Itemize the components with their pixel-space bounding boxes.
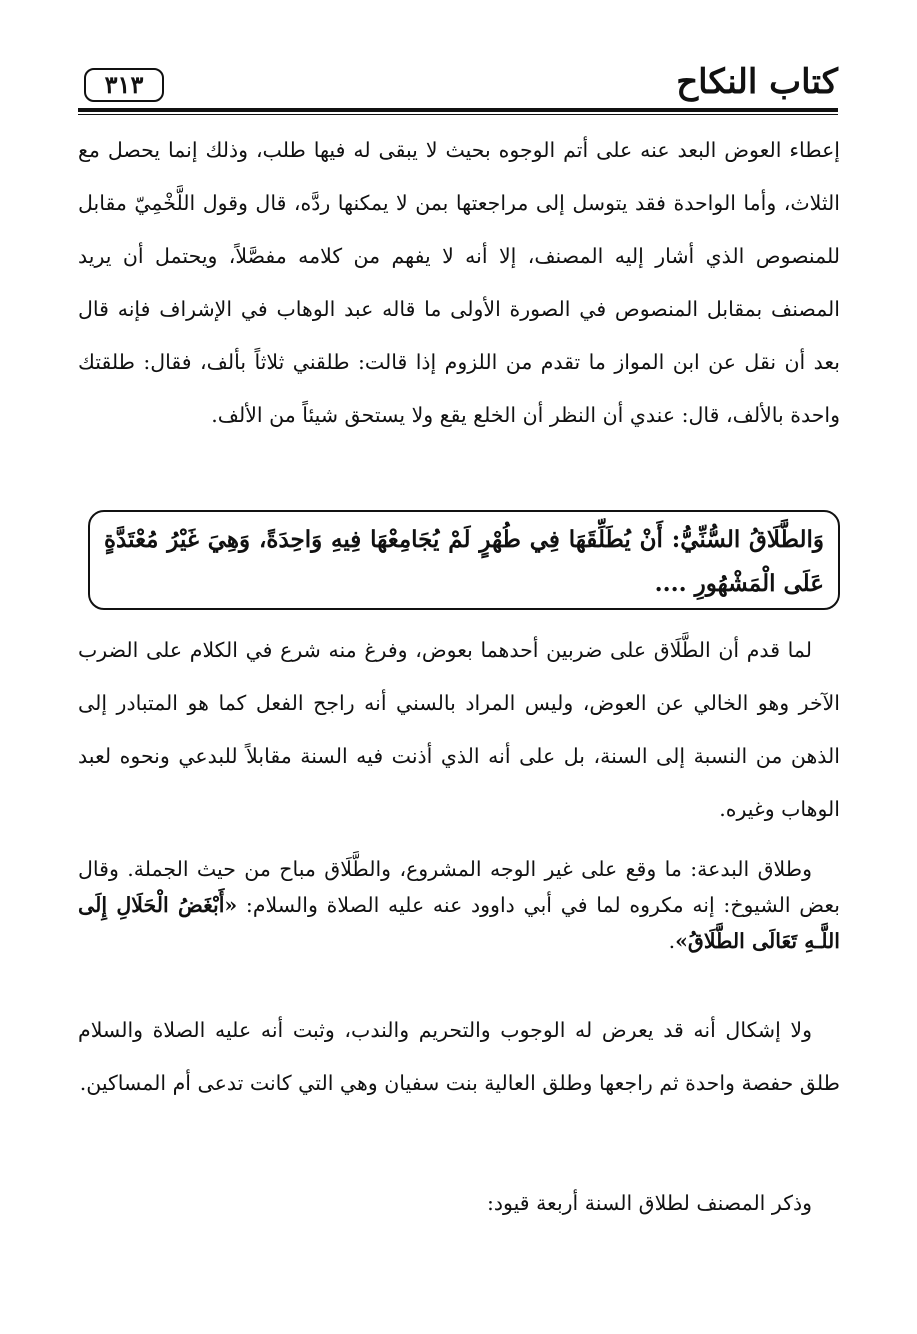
header-rule-thin bbox=[78, 114, 838, 115]
header-rule bbox=[78, 108, 838, 112]
page-header bbox=[78, 62, 838, 112]
paragraph-3-text: وطلاق البدعة: ما وقع على غير الوجه المشروع، والطَّلَاق مباح من حيث الجملة. وقال بعض الشيوخ: إنه مكروه لما في أبي داوود عنه عليه الصلاة والسلام: bbox=[78, 857, 840, 917]
chapter-title: كتاب النكاح bbox=[676, 62, 838, 102]
paragraph-3-end: . bbox=[668, 929, 676, 953]
paragraph-4: ولا إشكال أنه قد يعرض له الوجوب والتحريم والندب، وثبت أنه عليه الصلاة والسلام طلق حفصة واحدة ثم راجعها وطلق العالية بنت سفيان وهي التي كانت تدعى أم المساكين. bbox=[78, 1018, 840, 1095]
matn-quote-box: وَالطَّلَاقُ السُّنِّيُّ: أَنْ يُطَلِّقَهَا فِي طُهْرٍ لَمْ يُجَامِعْهَا فِيهِ وَاحِدَةً، وَهِيَ غَيْرُ مُعْتَدَّةٍ عَلَى الْمَشْهُورِ .... bbox=[88, 510, 840, 610]
paragraph-1: إعطاء العوض البعد عنه على أتم الوجوه بحيث لا يبقى له فيها طلب، وذلك إنما يحصل مع الثلاث، وأما الواحدة فقد يتوسل إلى مراجعتها بمن لا يمكنها ردَّه، قال وقول اللَّخْمِيّ مقابل للمنصوص الذي أشار إليه المصنف، إلا أنه لا يفهم من كلامه مفصَّلاً، ويحتمل أن يريد المصنف بمقابل المنصوص في الصورة الأولى ما قاله عبد الوهاب في الإشراف فإنه قال بعد أن نقل عن ابن المواز ما تقدم من اللزوم إذا قالت: طلقني ثلاثاً بألف، فقال: طلقتك واحدة بالألف، قال: عندي أن النظر أن الخلع يقع ولا يستحق شيئاً من الألف. bbox=[78, 138, 840, 427]
paragraph-2: لما قدم أن الطَّلَاق على ضربين أحدهما بعوض، وفرغ منه شرع في الكلام على الضرب الآخر وهو الخالي عن العوض، وليس المراد بالسني أنه راجح الفعل كما هو المتبادر إلى الذهن من النسبة إلى السنة، بل على أنه الذي أذنت فيه السنة مقابلاً للبدعي ونحوه لعبد الوهاب وغيره. bbox=[78, 638, 840, 821]
hadith-quote: «أَبْغَضُ الْحَلَالِ إِلَى اللَّـهِ تَعَالَى الطَّلَاقُ» bbox=[78, 893, 840, 953]
paragraph-3 bbox=[78, 851, 840, 959]
paragraph-5: وذكر المصنف لطلاق السنة أربعة قيود: bbox=[486, 1191, 812, 1215]
page-number: ٣١٣ bbox=[84, 68, 164, 102]
